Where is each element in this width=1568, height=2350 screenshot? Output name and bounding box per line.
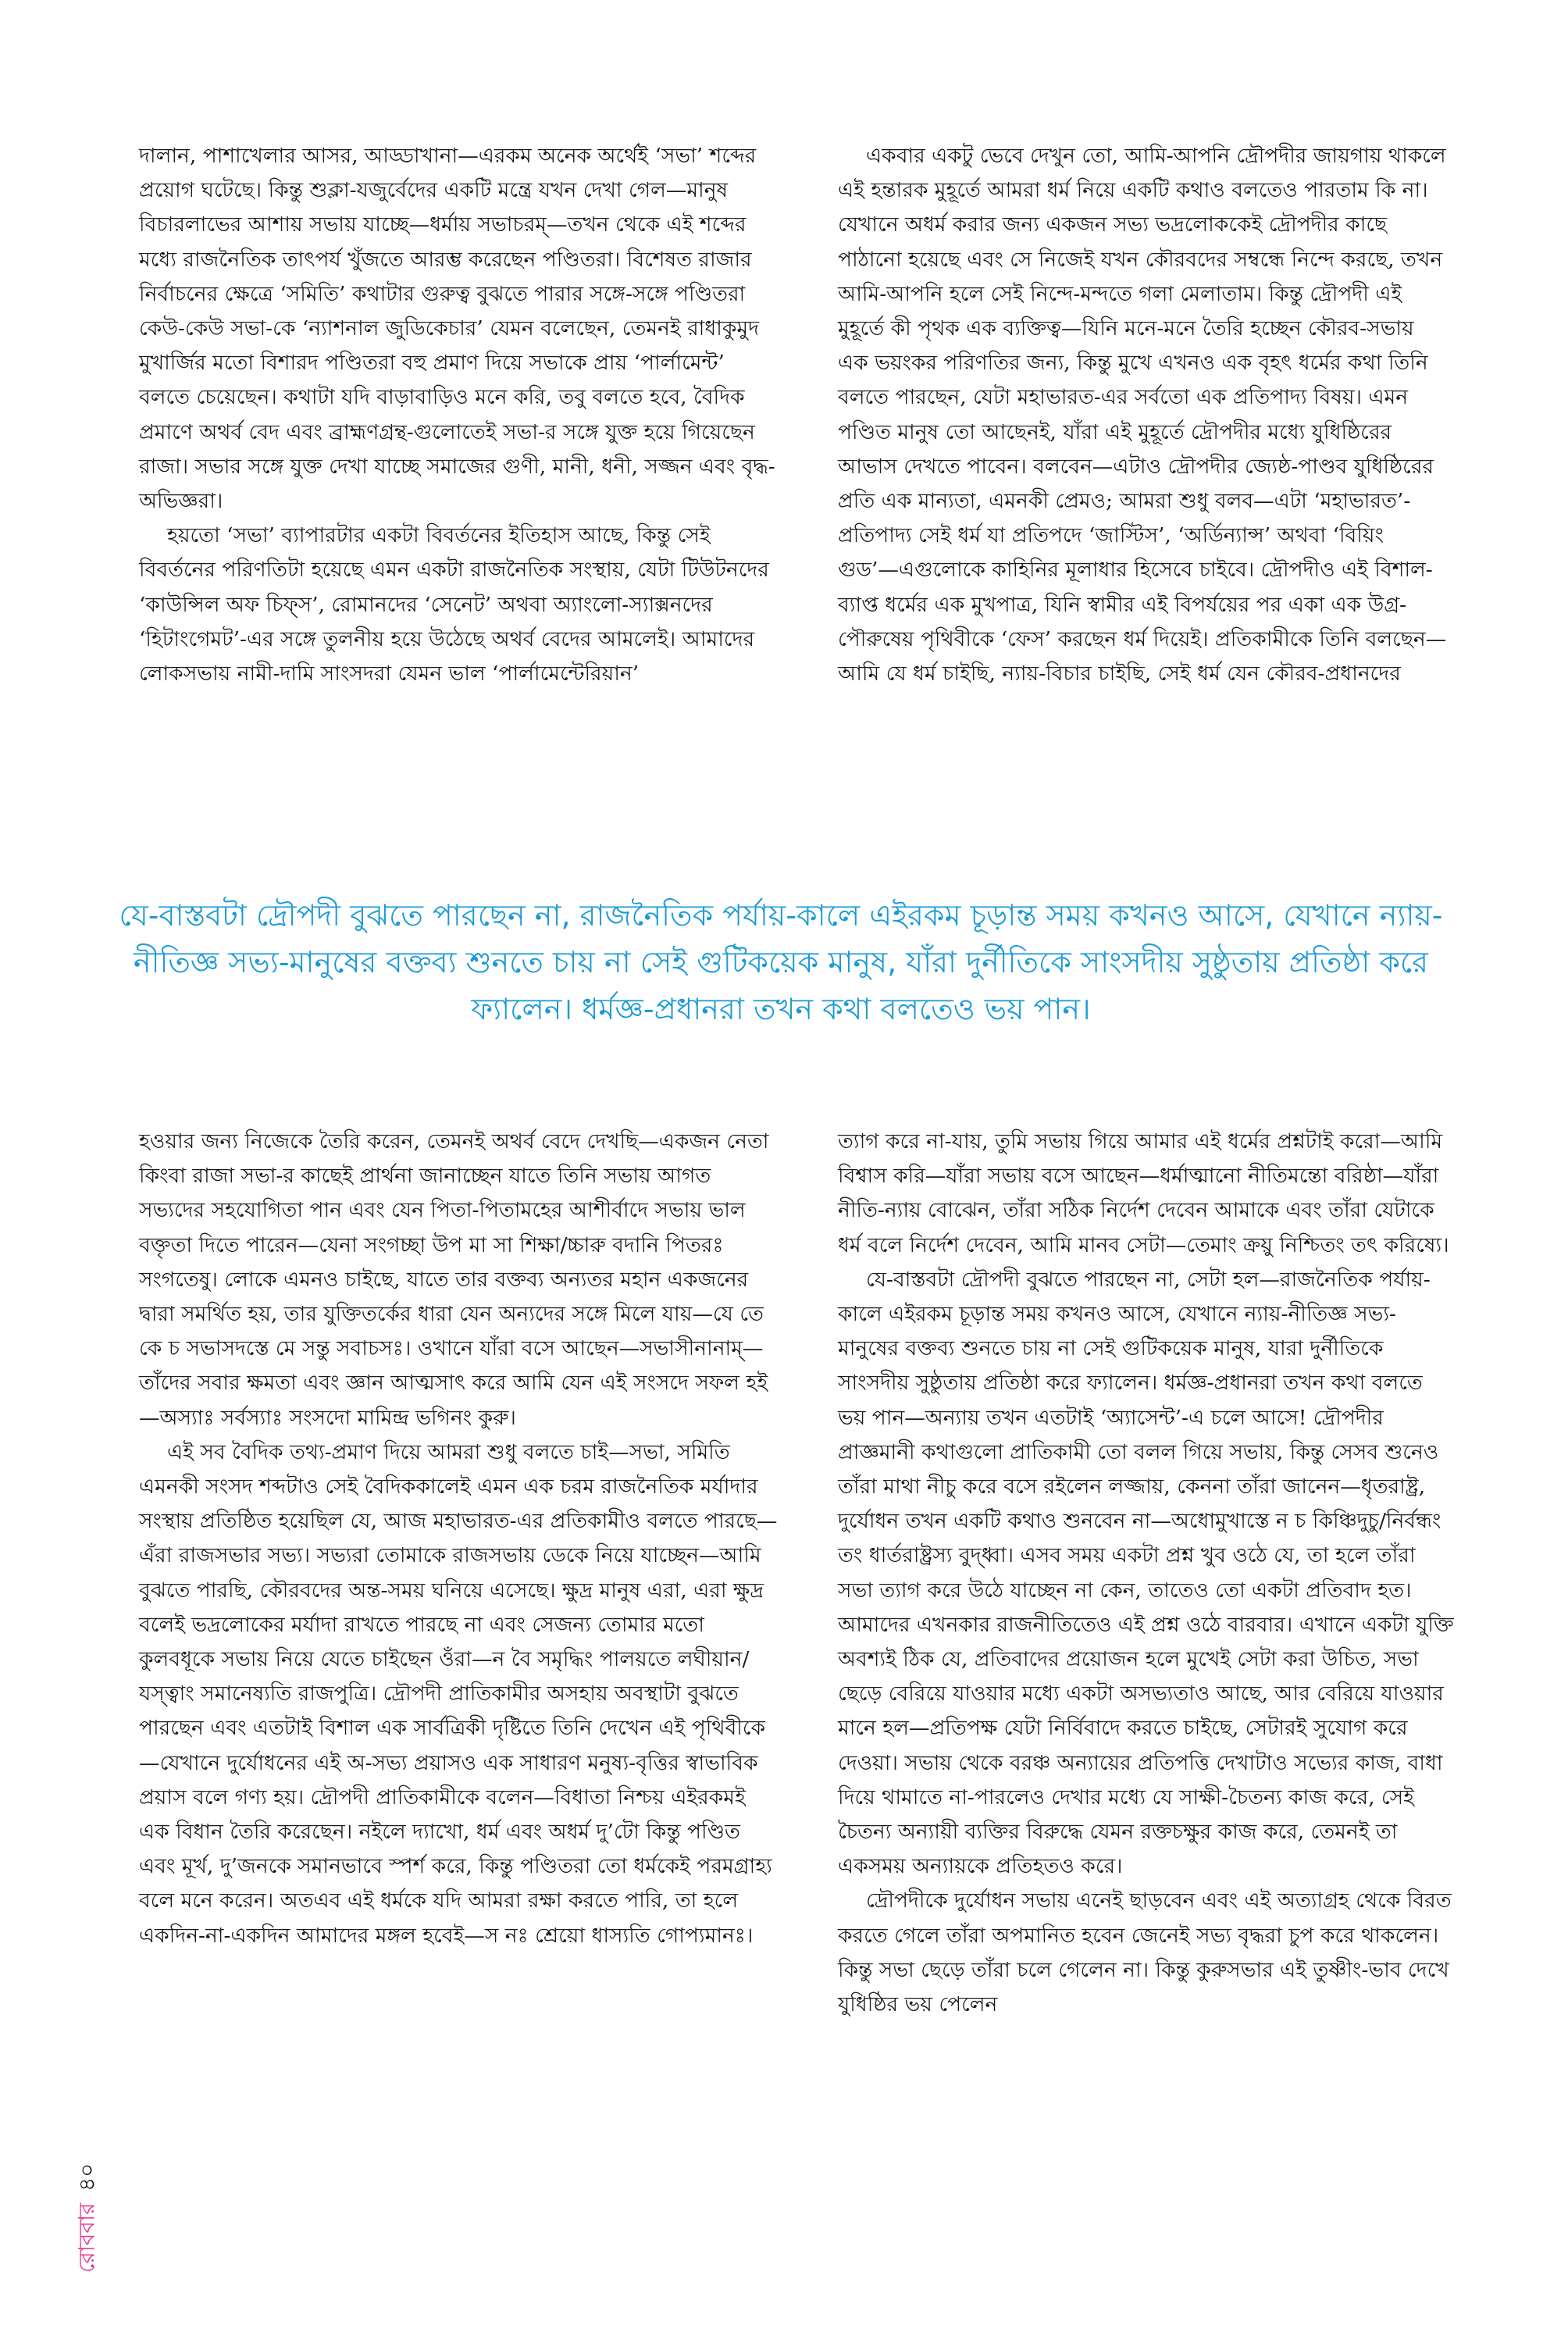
paragraph: দালান, পাশাখেলার আসর, আড্ডাখানা—এরকম অনেক অর্থেই ‘সভা’ শব্দের প্রয়োগ ঘটেছে। কিন্তু শুক্লা-যজুর্বেদের একটি মন্ত্রে যখন দেখা গেল—মানুষ বিচারলাভের আশায় সভায় যাচ্ছে—ধর্মায় সভাচরম্—তখন থেকে এই শব্দের মধ্যে রাজনৈতিক তাৎপর্য খুঁজতে আরম্ভ করেছেন পণ্ডিতরা। বিশেষত রাজার নির্বাচনের ক্ষেত্রে ‘সমিতি’ কথাটার গুরুত্ব বুঝতে পারার সঙ্গে-সঙ্গে পণ্ডিতরা কেউ-কেউ সভা-কে ‘ন্যাশনাল জুডিকেচার’ যেমন বলেছেন, তেমনই রাধাকুমুদ মুখার্জির মতো বিশারদ পণ্ডিতরা বহু প্রমাণ দিয়ে সভাকে প্রায় ‘পার্লামেন্ট’ বলতে চেয়েছেন। কথাটা যদি বাড়াবাড়িও মনে করি, তবু বলতে হবে, বৈদিক প্রমাণে অথর্ব বেদ এবং ব্রাহ্মণগ্রন্থ-গুলোতেই সভা-র সঙ্গে যুক্ত হয়ে গিয়েছেন রাজা। সভার সঙ্গে যুক্ত দেখা যাচ্ছে সমাজের গুণী, মানী, ধনী, সজ্জন এবং বৃদ্ধ-অভিজ্ঞরা। [139, 144, 775, 514]
paragraph: হওয়ার জন্য নিজেকে তৈরি করেন, তেমনই অথর্ব বেদে দেখছি—একজন নেতা কিংবা রাজা সভা-র কাছেই প্রার্থনা জানাচ্ছেন যাতে তিনি সভায় আগত সভ্যদের সহযোগিতা পান এবং যেন পিতা-পিতামহের আশীর্বাদে সভায় ভাল বক্তৃতা দিতে পারেন—যেনা সংগচ্ছা উপ মা সা শিক্ষা/চ্চারু বদানি পিতরঃ সংগতেষু। লোকে এমনও চাইছে, যাতে তার বক্তব্য অন্যতর মহান একজনের দ্বারা সমর্থিত হয়, তার যুক্তিতর্কের ধারা যেন অন্যদের সঙ্গে মিলে যায়—যে তে কে চ সভাসদস্তে মে সন্তু সবাচসঃ। ওখানে যাঁরা বসে আছেন—সভাসীনানাম্—তাঁদের সবার ক্ষমতা এবং জ্ঞান আত্মসাৎ করে আমি যেন এই সংসদে সফল হই—অস্যাঃ সর্বস্যাঃ সংসদো মামিন্দ্র ভগিনং কুরু। [139, 1129, 769, 1430]
paragraph: এই সব বৈদিক তথ্য-প্রমাণ দিয়ে আমরা শুধু বলতে চাই—সভা, সমিতি এমনকী সংসদ শব্দটাও সেই বৈদিককালেই এমন এক চরম রাজনৈতিক মর্যাদার সংস্থায় প্রতিষ্ঠিত হয়েছিল যে, আজ মহাভারত-এর প্রতিকামীও বলতে পারছে—এঁরা রাজসভার সভ্য। সভ্যরা তোমাকে রাজসভায় ডেকে নিয়ে যাচ্ছেন—আমি বুঝতে পারছি, কৌরবদের অন্ত-সময় ঘনিয়ে এসেছে। ক্ষুদ্র মানুষ এরা, এরা ক্ষুদ্র বলেই ভদ্রলোকের মর্যাদা রাখতে পারছে না এবং সেজন্য তোমার মতো কুলবধূকে সভায় নিয়ে যেতে চাইছেন ওঁরা—ন বৈ সমৃদ্ধিং পালয়তে লঘীয়ান/যস্ত্বাং সমানেষ্যতি রাজপুত্রি। দ্রৌপদী প্রাতিকামীর অসহায় অবস্থাটা বুঝতে পারছেন এবং এতটাই বিশাল এক সার্বত্রিকী দৃষ্টিতে তিনি দেখেন এই পৃথিবীকে—যেখানে দুর্যোধনের এই অ-সভ্য প্রয়াসও এক সাধারণ মনুষ্য-বৃত্তির স্বাভাবিক প্রয়াস বলে গণ্য হয়। দ্রৌপদী প্রাতিকামীকে বলেন—বিধাতা নিশ্চয় এইরকমই এক বিধান তৈরি করেছেন। নইলে দ্যাখো, ধর্ম এবং অধর্ম দু’টো কিন্তু পণ্ডিত এবং মূর্খ, দু’জনকে সমানভাবে স্পর্শ করে, কিন্তু পণ্ডিতরা তো ধর্মকেই পরমগ্রাহ্য বলে মনে করেন। অতএব এই ধর্মকে যদি আমরা রক্ষা করতে পারি, তা হলে একদিন-না-একদিন আমাদের মঙ্গল হবেই—স নঃ শ্রেয়ো ধাস্যতি গোপ্যমানঃ। [139, 1439, 778, 1948]
magazine-name: রোববার [73, 2202, 100, 2273]
page-number: ৪০ [73, 2163, 100, 2192]
page-folio [72, 2148, 103, 2273]
article-column-bottom-left [139, 1125, 779, 1953]
article-column-top-left [139, 139, 779, 691]
paragraph: হয়তো ‘সভা’ ব্যাপারটার একটা বিবর্তনের ইতিহাস আছে, কিন্তু সেই বিবর্তনের পরিণতিটা হয়েছে এমন একটা রাজনৈতিক সংস্থায়, যেটা টিউটনদের ‘কাউন্সিল অফ চিফ্স’, রোমানদের ‘সেনেট’ অথবা অ্যাংলো-স্যাক্সনদের ‘হিটাংগেমট’-এর সঙ্গে তুলনীয় হয়ে উঠেছে অথর্ব বেদের আমলেই। আমাদের লোকসভায় নামী-দামি সাংসদরা যেমন ভাল ‘পার্লামেন্টেরিয়ান’ [139, 523, 769, 686]
article-column-bottom-right [838, 1125, 1455, 2022]
paragraph: যে-বাস্তবটা দ্রৌপদী বুঝতে পারছেন না, সেটা হল—রাজনৈতিক পর্যায়-কালে এইরকম চূড়ান্ত সময় কখনও আসে, যেখানে ন্যায়-নীতিজ্ঞ সভ্য-মানুষের বক্তব্য শুনতে চায় না সেই গুটিকয়েক মানুষ, যারা দুর্নীতিকে সাংসদীয় সুষ্ঠুতায় প্রতিষ্ঠা করে ফ্যালেন। ধর্মজ্ঞ-প্রধানরা তখন কথা বলতে ভয় পান—অন্যায় তখন এতটাই ‘অ্যাসেন্ট’-এ চলে আসে! দ্রৌপদীর প্রাজ্ঞমানী কথাগুলো প্রাতিকামী তো বলল গিয়ে সভায়, কিন্তু সেসব শুনেও তাঁরা মাথা নীচু করে বসে রইলেন লজ্জায়, কেননা তাঁরা জানেন—ধৃতরাষ্ট্র, দুর্যোধন তখন একটি কথাও শুনবেন না—অধোমুখাস্তে ন চ কিঞ্চিদুচু/নির্বন্ধং তং ধার্তরাষ্ট্রস্য বুদ্ধ্বা। এসব সময় একটা প্রশ্ন খুব ওঠে যে, তা হলে তাঁরা সভা ত্যাগ করে উঠে যাচ্ছেন না কেন, তাতেও তো একটা প্রতিবাদ হত। আমাদের এখনকার রাজনীতিতেও এই প্রশ্ন ওঠে বারবার। এখানে একটা যুক্তি অবশ্যই ঠিক যে, প্রতিবাদের প্রয়োজন হলে মুখেই সেটা করা উচিত, সভা ছেড়ে বেরিয়ে যাওয়ার মধ্যে একটা অসভ্যতাও আছে, আর বেরিয়ে যাওয়ার মানে হল—প্রতিপক্ষ যেটা নির্বিবাদে করতে চাইছে, সেটারই সুযোগ করে দেওয়া। সভায় থেকে বরঞ্চ অন্যায়ের প্রতিপত্তি দেখাটাও সভ্যের কাজ, বাধা দিয়ে থামাতে না-পারলেও দেখার মধ্যে যে সাক্ষী-চৈতন্য কাজ করে, সেই চৈতন্য অন্যায়ী ব্যক্তির বিরুদ্ধে যেমন রক্তচক্ষুর কাজ করে, তেমনই তা একসময় অন্যায়কে প্রতিহতও করে। [838, 1267, 1454, 1879]
paragraph: একবার একটু ভেবে দেখুন তো, আমি-আপনি দ্রৌপদীর জায়গায় থাকলে এই হন্তারক মুহূর্তে আমরা ধর্ম নিয়ে একটি কথাও বলতেও পারতাম কি না। যেখানে অধর্ম করার জন্য একজন সভ্য ভদ্রলোককেই দ্রৌপদীর কাছে পাঠানো হয়েছে এবং সে নিজেই যখন কৌরবদের সম্বন্ধে নিন্দে করছে, তখন আমি-আপনি হলে সেই নিন্দে-মন্দতে গলা মেলাতাম। কিন্তু দ্রৌপদী এই মুহূর্তে কী পৃথক এক ব্যক্তিত্ব—যিনি মনে-মনে তৈরি হচ্ছেন কৌরব-সভায় এক ভয়ংকর পরিণতির জন্য, কিন্তু মুখে এখনও এক বৃহৎ ধর্মের কথা তিনি বলতে পারছেন, যেটা মহাভারত-এর সর্বতো এক প্রতিপাদ্য বিষয়। এমন পণ্ডিত মানুষ তো আছেনই, যাঁরা এই মুহূর্তে দ্রৌপদীর মধ্যে যুধিষ্ঠিরের আভাস দেখতে পাবেন। বলবেন—এটাও দ্রৌপদীর জ্যেষ্ঠ-পাণ্ডব যুধিষ্ঠিরের প্রতি এক মান্যতা, এমনকী প্রেমও; আমরা শুধু বলব—এটা ‘মহাভারত’-প্রতিপাদ্য সেই ধর্ম যা প্রতিপদে ‘জাস্টিস’, ‘অর্ডিন্যান্স’ অথবা ‘বিয়িং গুড’—এগুলোকে কাহিনির মূলাধার হিসেবে চাইবে। দ্রৌপদীও এই বিশাল-ব্যাপ্ত ধর্মের এক মুখপাত্র, যিনি স্বামীর এই বিপর্যয়ের পর একা এক উগ্র-পৌরুষেয় পৃথিবীকে ‘ফেস’ করছেন ধর্ম দিয়েই। প্রতিকামীকে তিনি বলছেন—আমি যে ধর্ম চাইছি, ন্যায়-বিচার চাইছি, সেই ধর্ম যেন কৌরব-প্রধানদের [838, 144, 1447, 686]
pull-quote: যে-বাস্তবটা দ্রৌপদী বুঝতে পারছেন না, রাজনৈতিক পর্যায়-কালে এইরকম চূড়ান্ত সময় কখনও আসে, যেখানে ন্যায়-নীতিজ্ঞ সভ্য-মানুষের বক্তব্য শুনতে চায় না সেই গুটিকয়েক মানুষ, যাঁরা দুর্নীতিকে সাংসদীয় সুষ্ঠুতায় প্রতিষ্ঠা করে ফ্যালেন। ধর্মজ্ঞ-প্রধানরা তখন কথা বলতেও ভয় পান। [119, 898, 1443, 1026]
paragraph: দ্রৌপদীকে দুর্যোধন সভায় এনেই ছাড়বেন এবং এই অত্যাগ্রহ থেকে বিরত করতে গেলে তাঁরা অপমানিত হবেন জেনেই সভ্য বৃদ্ধরা চুপ করে থাকলেন। কিন্তু সভা ছেড়ে তাঁরা চলে গেলেন না। কিন্তু কুরুসভার এই তুষ্ণীং-ভাব দেখে যুধিষ্ঠির ভয় পেলেন [838, 1888, 1452, 2017]
article-column-top-right [838, 139, 1447, 691]
paragraph: ত্যাগ করে না-যায়, তুমি সভায় গিয়ে আমার এই ধর্মের প্রশ্নটাই করো—আমি বিশ্বাস করি—যাঁরা সভায় বসে আছেন—ধর্মাত্মানো নীতিমন্তো বরিষ্ঠা—যাঁরা নীতি-ন্যায় বোঝেন, তাঁরা সঠিক নির্দেশ দেবেন আমাকে এবং তাঁরা যেটাকে ধর্ম বলে নির্দেশ দেবেন, আমি মানব সেটা—তেমাং ক্রয়ু নিশ্চিতং তৎ করিষ্যে। [838, 1129, 1449, 1257]
